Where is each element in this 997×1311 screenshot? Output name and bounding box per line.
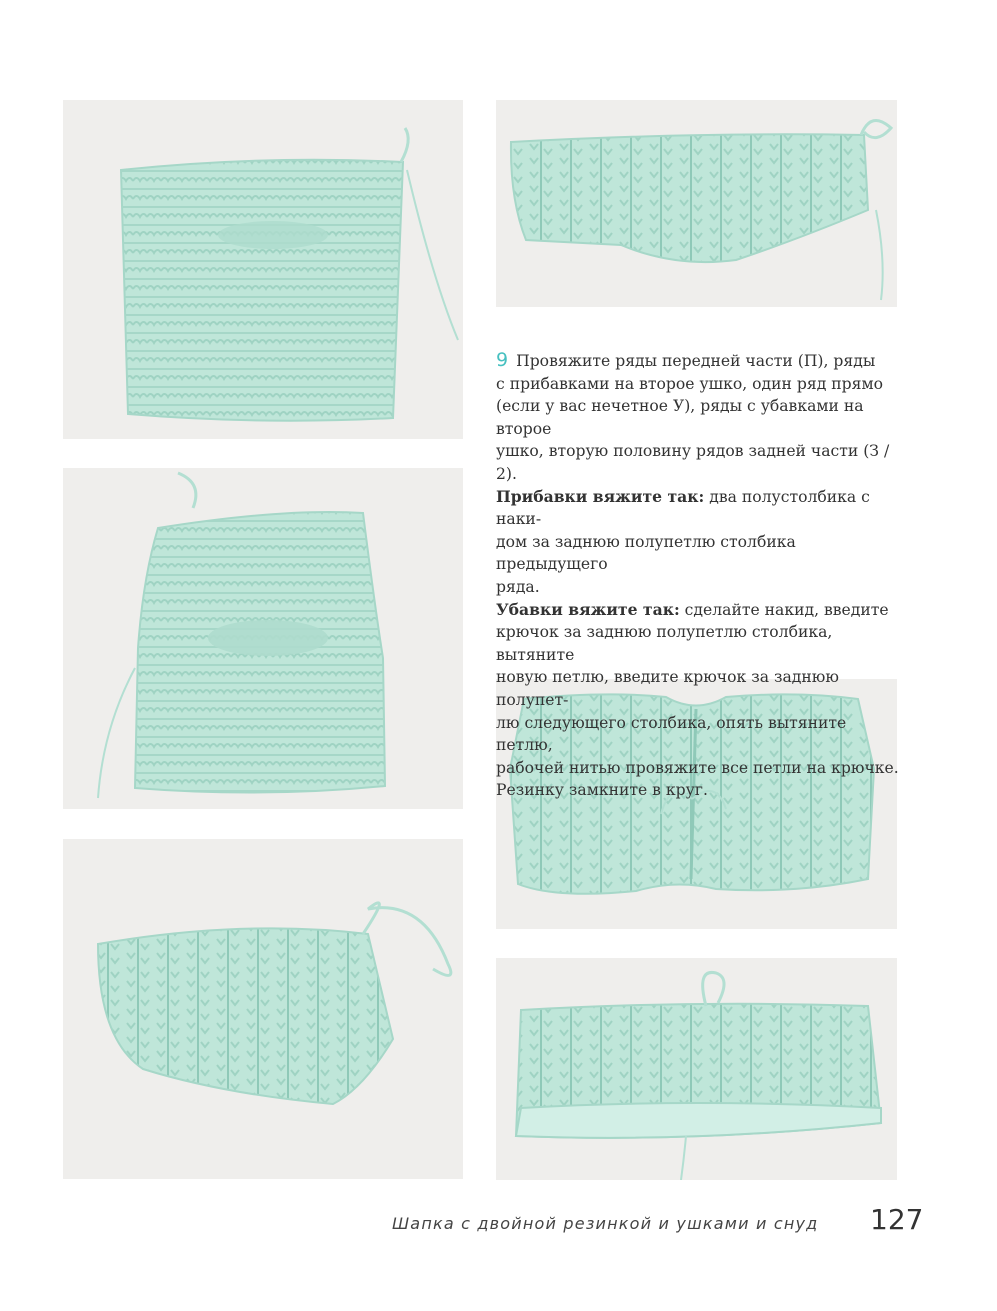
decrease-line-4: лю следующего столбика, опять вытяните петлю, bbox=[496, 713, 847, 755]
increase-line-3: ряда. bbox=[496, 577, 540, 596]
decrease-line-3: новую петлю, введите крючок за заднюю полупет- bbox=[496, 668, 839, 709]
increase-line-2: дом за заднюю полупетлю столбика предыдущего bbox=[496, 532, 796, 574]
increase-paragraph bbox=[496, 486, 900, 599]
step-number: 9 bbox=[496, 349, 509, 371]
page-number: 127 bbox=[870, 1203, 924, 1236]
photo-ribbed-ring bbox=[496, 958, 897, 1180]
photo-swatch-folded bbox=[63, 468, 463, 809]
footer-chapter-title: Шапка с двойной резинкой и ушками и снуд bbox=[392, 1214, 819, 1233]
photo-ribbed-piece bbox=[63, 839, 463, 1179]
decrease-paragraph bbox=[496, 599, 900, 802]
decrease-label: Убавки вяжите так: bbox=[496, 599, 680, 619]
photo-ribbed-strip bbox=[496, 100, 897, 307]
decrease-line-5: рабочей нитью провяжите все петли на крючке. bbox=[496, 758, 899, 777]
step-line-3: (если у вас нечетное У), ряды с убавками на второе bbox=[496, 397, 864, 438]
step-line-4: ушко, вторую половину рядов задней части (З / 2). bbox=[496, 442, 890, 483]
photo-swatch-square bbox=[63, 100, 463, 439]
decrease-line-2: крючок за заднюю полупетлю столбика, вытяните bbox=[496, 623, 833, 664]
decrease-line-6: Резинку замкните в круг. bbox=[496, 781, 708, 800]
increase-label: Прибавки вяжите так: bbox=[496, 486, 705, 506]
step-line-2: с прибавками на второе ушко, один ряд прямо bbox=[496, 374, 884, 393]
step-paragraph bbox=[496, 349, 900, 486]
decrease-line-1: сделайте накид, введите bbox=[679, 600, 889, 619]
step-line-1: Провяжите ряды передней части (П), ряды bbox=[516, 352, 876, 370]
increase-line-1: два полустолбика с наки- bbox=[496, 487, 870, 529]
instruction-text bbox=[496, 349, 900, 802]
